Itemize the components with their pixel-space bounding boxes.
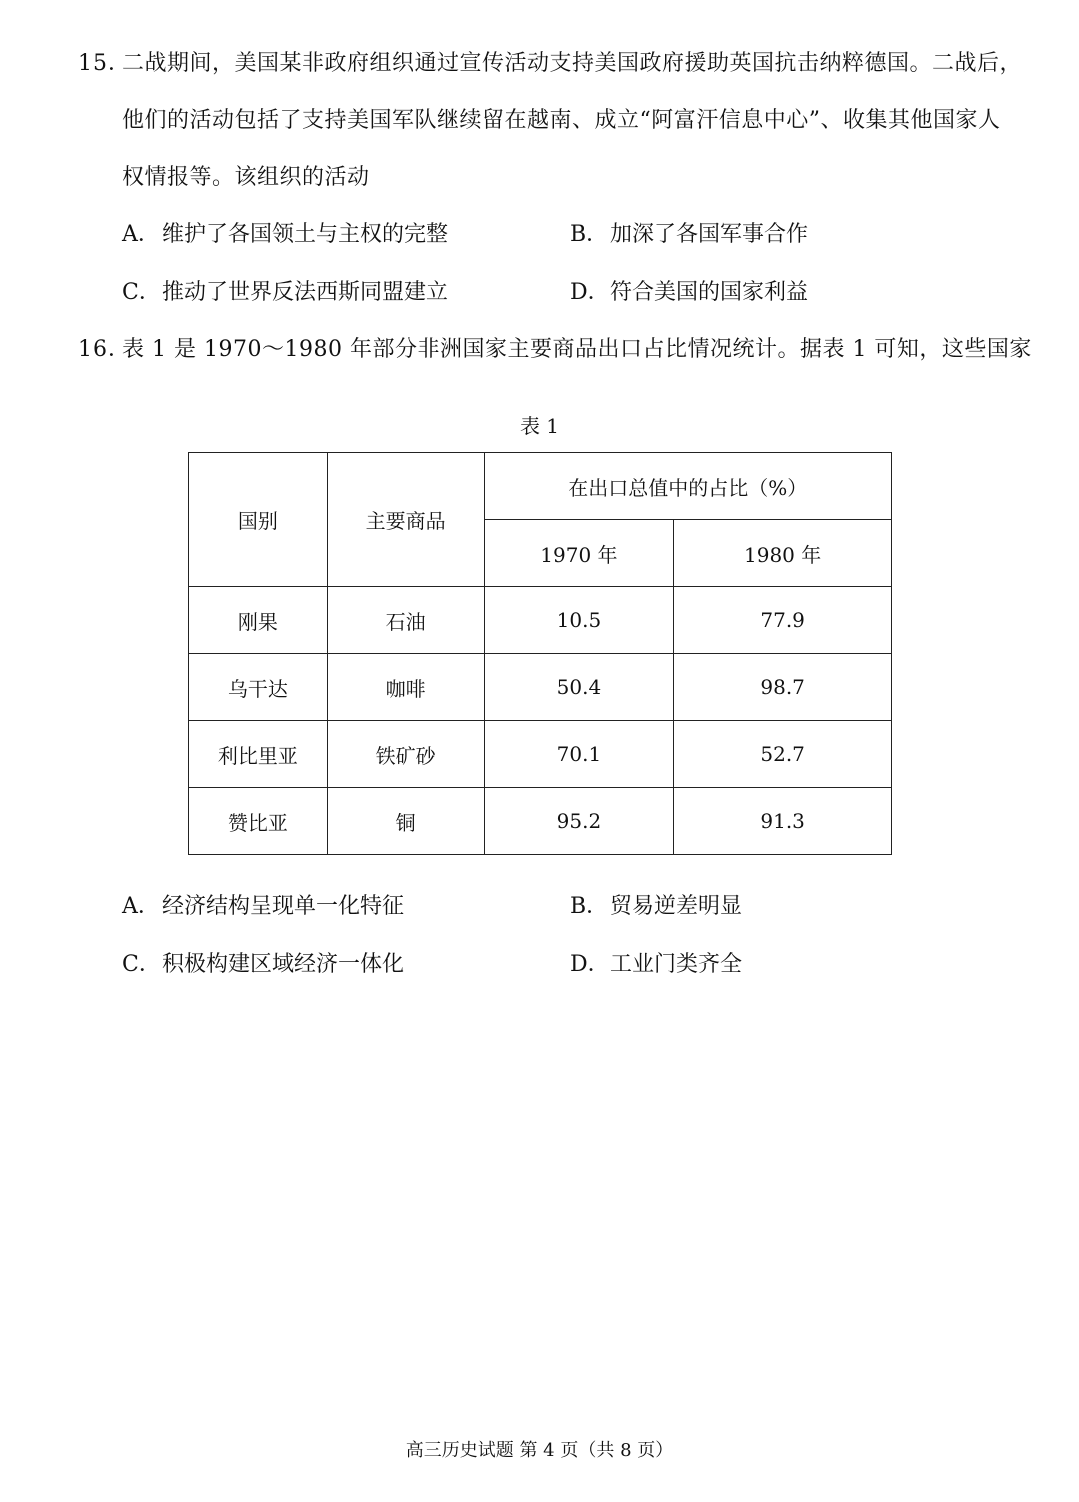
- question-15-number: 15．: [78, 51, 131, 76]
- cell-country: 乌干达: [189, 654, 328, 721]
- cell-country: 赞比亚: [189, 788, 328, 855]
- table-row: [189, 788, 892, 855]
- option-label: D．: [570, 280, 610, 305]
- question-15-stem-line-2: 他们的活动包括了支持美国军队继续留在越南、成立“阿富汗信息中心”、收集其他国家人: [122, 108, 1001, 133]
- option-label: B．: [570, 894, 609, 919]
- cell-goods: 石油: [327, 587, 484, 654]
- cell-1970: 95.2: [484, 788, 674, 855]
- option-label: A．: [122, 894, 160, 919]
- option-text: 工业门类齐全: [610, 952, 743, 977]
- table-row: [189, 654, 892, 721]
- question-16-option-b: [570, 889, 742, 920]
- question-15-stem-line-1: 二战期间，美国某非政府组织通过宣传活动支持美国政府援助英国抗击纳粹德国。二战后，: [122, 51, 1023, 76]
- page-footer: 高三历史试题 第 4 页（共 8 页）: [405, 1440, 674, 1461]
- option-text: 推动了世界反法西斯同盟建立: [162, 280, 449, 305]
- header-goods: 主要商品: [327, 453, 484, 587]
- cell-1980: 52.7: [674, 721, 892, 788]
- cell-country: 利比里亚: [189, 721, 328, 788]
- header-1970: 1970 年: [484, 520, 674, 587]
- cell-1980: 91.3: [674, 788, 892, 855]
- cell-goods: 铁矿砂: [327, 721, 484, 788]
- question-15-option-a: [122, 217, 448, 248]
- option-text: 加深了各国军事合作: [610, 222, 809, 247]
- option-label: B．: [570, 222, 609, 247]
- cell-1980: 98.7: [674, 654, 892, 721]
- question-15-option-c: [122, 275, 448, 306]
- question-15-stem-line-3: 权情报等。该组织的活动: [122, 165, 370, 190]
- option-text: 经济结构呈现单一化特征: [162, 894, 405, 919]
- table-row: [189, 587, 892, 654]
- export-share-table: [188, 452, 892, 855]
- option-text: 维护了各国领土与主权的完整: [162, 222, 449, 247]
- question-15-option-d: [570, 275, 808, 306]
- question-16-option-c: [122, 947, 404, 978]
- cell-goods: 咖啡: [327, 654, 484, 721]
- cell-goods: 铜: [327, 788, 484, 855]
- header-share: 在出口总值中的占比（%）: [484, 453, 891, 520]
- option-text: 符合美国的国家利益: [610, 280, 809, 305]
- header-1980: 1980 年: [674, 520, 892, 587]
- header-country: 国别: [189, 453, 328, 587]
- cell-1980: 77.9: [674, 587, 892, 654]
- option-text: 积极构建区域经济一体化: [162, 952, 405, 977]
- cell-1970: 50.4: [484, 654, 674, 721]
- cell-1970: 70.1: [484, 721, 674, 788]
- cell-country: 刚果: [189, 587, 328, 654]
- option-label: A．: [122, 222, 160, 247]
- table-row: [189, 721, 892, 788]
- question-16-option-d: [570, 947, 742, 978]
- option-label: C．: [122, 280, 161, 305]
- cell-1970: 10.5: [484, 587, 674, 654]
- question-16-option-a: [122, 889, 404, 920]
- option-text: 贸易逆差明显: [610, 894, 743, 919]
- question-16-number: 16．: [78, 337, 131, 362]
- question-15-option-b: [570, 217, 808, 248]
- option-label: C．: [122, 952, 161, 977]
- table-caption: 表 1: [519, 414, 560, 438]
- question-16-stem: 表 1 是 1970～1980 年部分非洲国家主要商品出口占比情况统计。据表 1 可知，这些国家: [122, 337, 1032, 362]
- option-label: D．: [570, 952, 610, 977]
